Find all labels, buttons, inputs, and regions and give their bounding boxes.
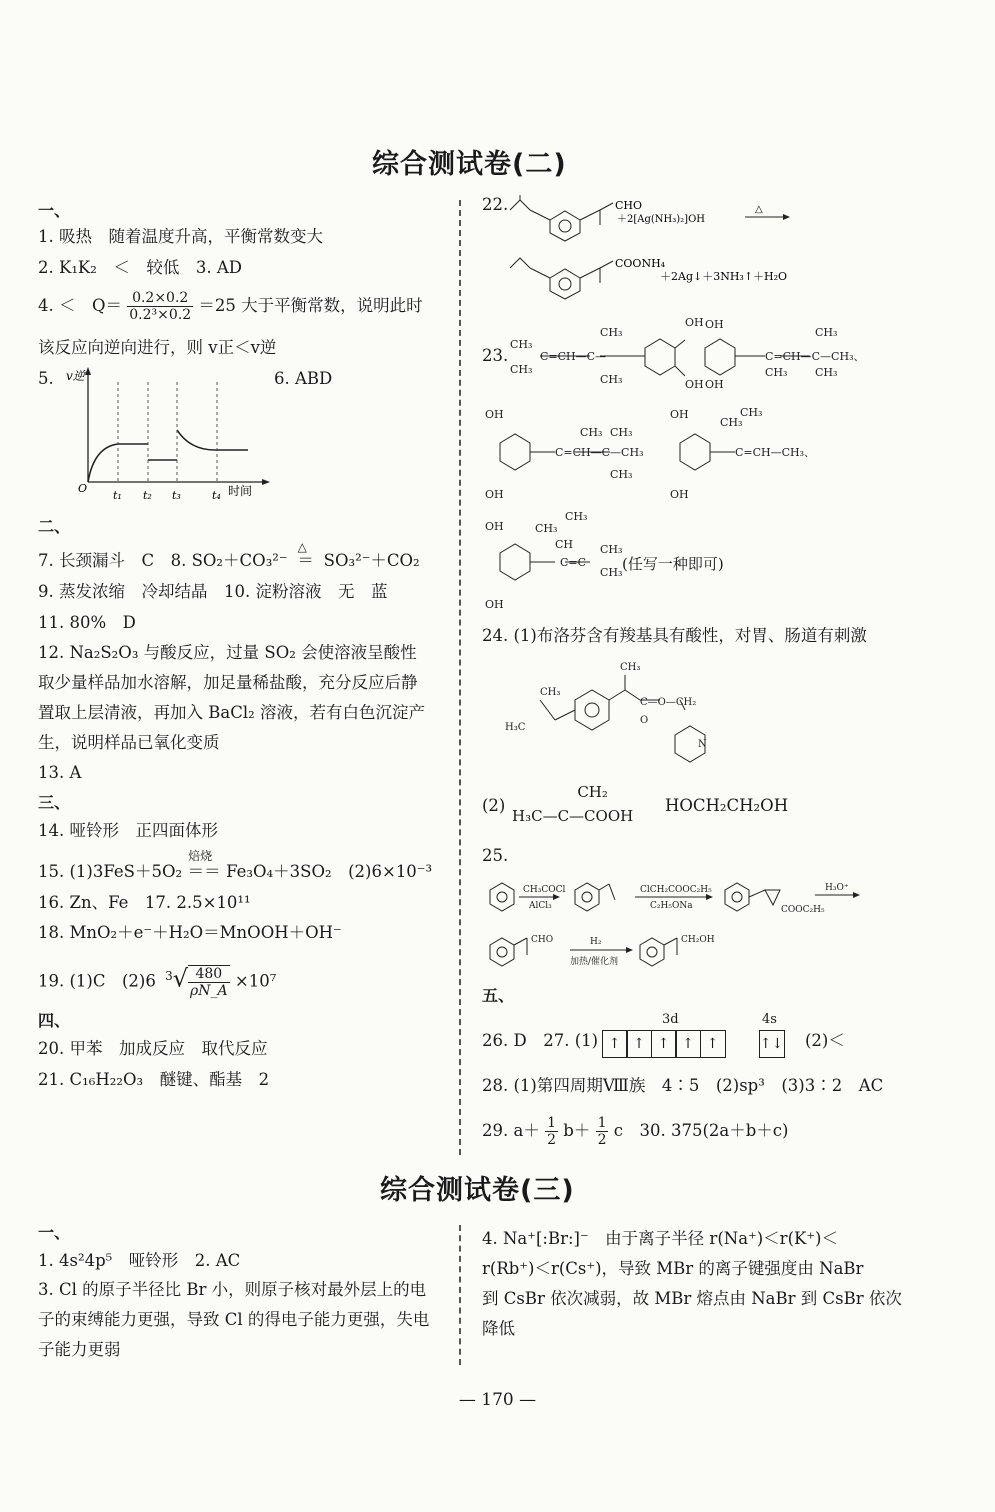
answer-14: 14. 哑铃形 正四面体形 (38, 821, 218, 840)
orbital-box: ↑ (675, 1030, 701, 1058)
answer-19-fraction (188, 965, 230, 999)
tick-t4: t₄ (212, 489, 221, 502)
struct-bottom: H₃C—C—COOH (512, 807, 634, 825)
orbital-box: ↑ (651, 1030, 677, 1058)
answer-6: 6. ABD (274, 369, 333, 388)
column-divider (459, 1225, 461, 1365)
graph-origin: O (78, 482, 88, 495)
tick-t2: t₂ (143, 489, 152, 502)
column-divider (459, 200, 461, 1155)
condition-heat: △ (297, 540, 307, 554)
answer-4-b: ＝25 大于平衡常数，说明此时 (198, 296, 423, 315)
p3-answer-4-a: 4. Na⁺[:Br:]⁻ 由于离子半径 r(Na⁺)＜r(K⁺)＜ (482, 1229, 838, 1248)
svg-text:CH: CH (555, 538, 574, 551)
answer-7-a: 7. 长颈漏斗 C 8. SO₂＋CO₃²⁻ (38, 551, 288, 570)
answer-26: 26. D 27. (1) (482, 1031, 599, 1050)
reagent-heat-catalyst: 加热/催化剂 (570, 957, 619, 967)
reagent-label: ＋2[Ag(NH₃)₂]OH (617, 214, 705, 225)
answer-5: 5. (38, 369, 54, 388)
frac-num: 1 (547, 1115, 556, 1131)
frac-den: 0.2³×0.2 (129, 307, 192, 323)
svg-text:C=C: C=C (560, 556, 587, 569)
condition-roast: 焙烧 (188, 849, 213, 863)
svg-text:CH₃: CH₃ (580, 426, 603, 439)
svg-text:CH₃: CH₃ (620, 662, 641, 673)
svg-text:N: N (698, 739, 707, 750)
p3-answer-3-c: 子能力更弱 (38, 1340, 121, 1359)
label-ch2oh: CH₂OH (681, 935, 715, 945)
svg-text:H₃C: H₃C (505, 722, 526, 733)
reagent-acetyl-chloride: CH₃COCl (523, 885, 566, 895)
answer-4 (38, 290, 423, 323)
svg-text:CH₃: CH₃ (610, 468, 633, 481)
p3-answer-4-b: r(Rb⁺)＜r(Cs⁺)，导致 MBr 的离子键强度由 NaBr (482, 1259, 864, 1278)
answer-4-c: 该反应向逆向进行，则 v正＜v逆 (38, 338, 277, 357)
answer-24-a: 24. (1)布洛芬含有羧基具有酸性，对胃、肠道有刺激 (482, 626, 867, 645)
frac-num: 0.2×0.2 (127, 290, 193, 307)
reagent-ester: ClCH₂COOC₂H₅ (640, 885, 712, 895)
svg-text:CH₃: CH₃ (610, 426, 633, 439)
coonh4-label: COONH₄ (615, 257, 666, 270)
p3-answer-3-a: 3. Cl 的原子半径比 Br 小，则原子核对最外层上的电 (38, 1280, 427, 1299)
frac-den: 2 (597, 1132, 607, 1148)
answer-19-b: ×10⁷ (234, 971, 277, 991)
answer-19: 19. (1)C (2)6 $^3$√ $\frac{480}{\rho N\_A}$ ×10⁷ (38, 964, 277, 999)
orbital-box: ↑↓ (759, 1030, 785, 1058)
tick-t1: t₁ (113, 489, 122, 502)
svg-text:OH: OH (705, 318, 724, 331)
fraction-half (596, 1115, 609, 1148)
answer-9: 9. 蒸发浓缩 冷却结晶 10. 淀粉溶液 无 蓝 (38, 582, 388, 601)
answer-29-a: 29. a＋ (482, 1121, 540, 1140)
answer-15-b: Fe₃O₄＋3SO₂ (2)6×10⁻³ (226, 862, 433, 881)
answer-24-b: (2) (482, 796, 506, 815)
products-label: ＋2Ag↓＋3NH₃↑＋H₂O (660, 270, 788, 283)
struct-top: CH₂ (577, 783, 608, 801)
answer-12-d: 生，说明样品已氧化变质 (38, 733, 220, 752)
svg-text:CH₃: CH₃ (720, 416, 743, 429)
answer-11: 11. 80% D (38, 613, 136, 632)
answer-21: 21. C₁₆H₂₂O₃ 醚键、酯基 2 (38, 1070, 270, 1089)
answer-7-b: SO₃²⁻＋CO₂ (323, 551, 420, 570)
section-heading: 一、 (38, 201, 71, 220)
cho-label: CHO (615, 199, 643, 212)
svg-text:C=CH—C—: C=CH—C— (540, 350, 607, 363)
svg-text:CH₃: CH₃ (535, 522, 558, 535)
svg-text:CH₃: CH₃ (600, 543, 623, 556)
svg-text:OH: OH (685, 316, 704, 329)
answer-23-note: (任写一种即可) (622, 555, 724, 573)
svg-text:CH₃: CH₃ (565, 510, 588, 523)
answer-20: 20. 甲苯 加成反应 取代反应 (38, 1039, 268, 1058)
label-cooc2h5: COOC₂H₅ (781, 905, 825, 915)
answer-12-b: 取少量样品加水溶解，加足量稀盐酸，充分反应后静 (38, 673, 418, 692)
label-cho: CHO (531, 935, 554, 945)
graph-x-label: 时间 (228, 484, 253, 498)
p3-answer-4-d: 降低 (482, 1319, 515, 1338)
svg-text:OH: OH (485, 408, 504, 421)
frac-num: 1 (597, 1115, 607, 1131)
answer-22: 22. (482, 195, 509, 214)
structure-24 (500, 655, 730, 775)
section-heading: 三、 (38, 793, 71, 812)
equals-with-heat: △ ＝ (288, 550, 324, 572)
svg-text:OH: OH (705, 378, 724, 391)
svg-text:CH₃: CH₃ (510, 363, 533, 376)
heat-label: △ (755, 204, 763, 215)
svg-text:CH₃: CH₃ (740, 406, 763, 419)
section-heading: 四、 (38, 1011, 71, 1030)
orbital-box: ↑ (602, 1030, 628, 1058)
answer-19-a: 19. (1)C (2)6 (38, 971, 156, 991)
frac-den: 2 (547, 1132, 556, 1148)
answer-1: 1. 吸热 随着温度升高，平衡常数变大 (38, 227, 323, 246)
reagent-naoet: C₂H₅ONa (650, 901, 693, 911)
orbital-3d-boxes (603, 1030, 726, 1058)
section-heading: 一、 (38, 1223, 71, 1242)
p3-answer-1: 1. 4s²4p⁵ 哑铃形 2. AC (38, 1251, 241, 1270)
svg-text:OH: OH (670, 408, 689, 421)
section-heading: 二、 (38, 517, 71, 536)
svg-text:CH₃: CH₃ (600, 566, 623, 579)
paper3-title: 综合测试卷(三) (380, 1175, 575, 1206)
svg-text:CH₃: CH₃ (600, 373, 623, 386)
answer-4-a: 4. ＜ Q＝ (38, 296, 123, 315)
answer-24-c: HOCH₂CH₂OH (665, 796, 789, 815)
answer-29 (482, 1115, 788, 1148)
orbital-4s-box (760, 1030, 785, 1058)
orbital-3d-label: 3d (662, 1012, 679, 1027)
answer-28: 28. (1)第四周期Ⅷ族 4∶5 (2)sp³ (3)3∶2 AC (482, 1076, 884, 1095)
answer-27-b: (2)＜ (805, 1031, 845, 1050)
tick-t3: t₃ (172, 489, 181, 502)
orbital-4s-label: 4s (762, 1012, 777, 1027)
structure-24-2 (512, 782, 633, 826)
orbital-box: ↑ (700, 1030, 726, 1058)
answer-23: 23. (482, 346, 509, 365)
svg-text:C=CH—C—CH₃: C=CH—C—CH₃ (555, 446, 644, 459)
equals-with-condition: 焙烧 ＝＝ (182, 861, 226, 883)
graph-y-label: v逆 (66, 369, 85, 383)
svg-text:C—O—CH₂: C—O—CH₂ (640, 697, 697, 708)
svg-text:CH₃: CH₃ (815, 366, 838, 379)
answer-16: 16. Zn、Fe 17. 2.5×10¹¹ (38, 893, 251, 912)
answer-29-b: b＋ (563, 1121, 591, 1140)
answer-12-c: 置取上层清液，再加入 BaCl₂ 溶液，若有白色沉淀产 (38, 703, 425, 722)
answer-15-a: 15. (1)3FeS＋5O₂ (38, 862, 183, 881)
p3-answer-4-c: 到 CsBr 依次减弱，故 MBr 熔点由 NaBr 到 CsBr 依次 (482, 1289, 902, 1308)
fraction-half (545, 1115, 558, 1148)
svg-text:OH: OH (485, 488, 504, 501)
answer-29-c: c 30. 375(2a＋b＋c) (613, 1121, 789, 1140)
svg-text:CH₃: CH₃ (600, 326, 623, 339)
svg-text:O: O (640, 715, 649, 726)
svg-text:OH: OH (670, 488, 689, 501)
frac-den: ρN_A (190, 983, 228, 999)
answer-4-fraction (127, 290, 193, 323)
answer-15 (38, 849, 433, 883)
reagent-h2: H₂ (590, 937, 602, 947)
reagent-h3o: H₃O⁺ (825, 883, 849, 893)
svg-text:CH₃: CH₃ (510, 338, 533, 351)
section-heading: 五、 (482, 986, 515, 1005)
page-number: — 170 — (458, 1390, 537, 1410)
svg-text:OH: OH (685, 378, 704, 391)
reaction-22-line2 (505, 253, 805, 303)
svg-text:C=CH—CH₃、: C=CH—CH₃、 (735, 446, 816, 459)
answer-25: 25. (482, 846, 509, 865)
paper2-title: 综合测试卷(二) (372, 149, 567, 180)
svg-text:OH: OH (485, 520, 504, 533)
p3-answer-3-b: 子的束缚能力更强，导致 Cl 的得电子能力更强，失电 (38, 1310, 430, 1329)
answer-2: 2. K₁K₂ ＜ 较低 3. AD (38, 258, 243, 277)
answer-18: 18. MnO₂＋e⁻＋H₂O＝MnOOH＋OH⁻ (38, 923, 342, 942)
answer-12-a: 12. Na₂S₂O₃ 与酸反应，过量 SO₂ 会使溶液呈酸性 (38, 643, 417, 662)
reaction-22-line1 (505, 195, 795, 245)
svg-text:OH: OH (485, 598, 504, 611)
svg-text:C=CH—C—CH₃、: C=CH—C—CH₃、 (765, 350, 865, 363)
svg-text:CH₃: CH₃ (815, 326, 838, 339)
svg-text:CH₃: CH₃ (540, 687, 561, 698)
answer-7 (38, 540, 420, 572)
frac-num: 480 (188, 966, 230, 983)
orbital-box: ↑ (626, 1030, 652, 1058)
reagent-alcl3: AlCl₃ (529, 901, 552, 911)
answer-13: 13. A (38, 763, 82, 782)
synthesis-25 (485, 870, 865, 980)
svg-text:CH₃: CH₃ (765, 366, 788, 379)
rate-time-graph (60, 362, 280, 512)
